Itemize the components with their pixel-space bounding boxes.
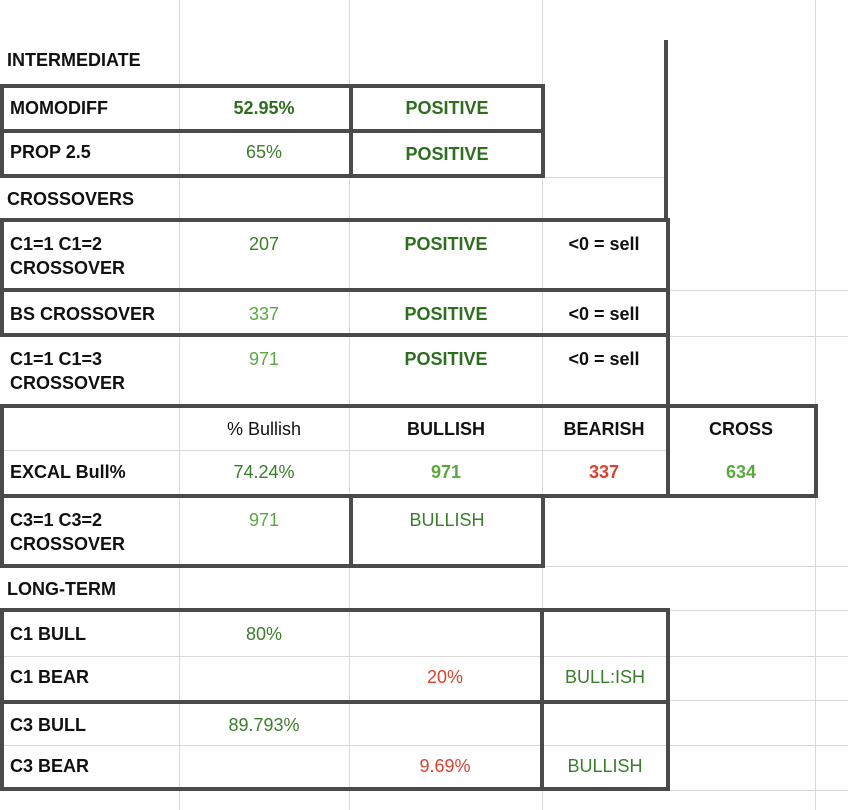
border-line [540,608,544,704]
excal-bullish: 971 [430,462,462,482]
excal-label: EXCAL Bull% [10,462,126,482]
c3bear-signal: BULLISH [567,756,643,776]
excal-cross: 634 [725,462,757,482]
border-line [664,40,668,222]
bs-rule: <0 = sell [568,304,640,324]
momodiff-label: MOMODIFF [10,98,108,118]
grid-row-line [666,790,848,791]
c1bear-label: C1 BEAR [10,667,90,687]
excal-bearish: 337 [588,462,620,482]
excal-header-bullish: BULLISH [407,419,485,439]
c1c2-rule: <0 = sell [568,234,640,254]
c1c2-label: C1=1 C1=2 CROSSOVER [10,234,126,278]
grid-row-line [666,336,848,337]
prop-signal: POSITIVE [405,144,489,164]
c1c3-rule: <0 = sell [568,349,640,369]
c1c2-signal: POSITIVE [404,234,488,254]
momodiff-value: 52.95% [233,98,295,118]
excal-header-pct: % Bullish [226,419,302,439]
c3c2-signal: BULLISH [409,510,485,530]
c1c2-value: 207 [248,234,280,254]
c3bull-label: C3 BULL [10,715,86,735]
c1c3-signal: POSITIVE [404,349,488,369]
border-line [666,336,670,408]
grid-row-line [666,566,848,567]
c3bear-value: 9.69% [419,756,471,776]
section-crossovers: CROSSOVERS [7,189,135,209]
grid-row-line [666,290,848,291]
grid-row-line [666,610,848,611]
excal-header-cross: CROSS [708,419,773,439]
c1bear-signal: BULL:ISH [564,667,646,687]
c1bull-value: 80% [245,624,283,644]
grid-row-line [666,700,848,701]
prop-label: PROP 2.5 [10,142,91,162]
section-long-term: LONG-TERM [7,579,116,599]
prop-value: 65% [245,142,283,162]
c3c2-label: C3=1 C3=2 CROSSOVER [10,510,126,554]
momodiff-signal: POSITIVE [405,98,489,118]
c1c3-value: 971 [248,349,280,369]
c3bear-label: C3 BEAR [10,756,90,776]
bs-signal: POSITIVE [404,304,488,324]
excal-header-bearish: BEARISH [563,419,645,439]
bs-value: 337 [248,304,280,324]
c1bull-label: C1 BULL [10,624,86,644]
excal-pct: 74.24% [233,462,295,482]
c1c3-label: C1=1 C1=3 CROSSOVER [10,349,126,393]
bs-label: BS CROSSOVER [10,304,156,324]
c1bear-value: 20% [426,667,464,687]
c3c2-value: 971 [248,510,280,530]
c3bull-value: 89.793% [228,715,300,735]
section-intermediate: INTERMEDIATE [7,50,141,70]
